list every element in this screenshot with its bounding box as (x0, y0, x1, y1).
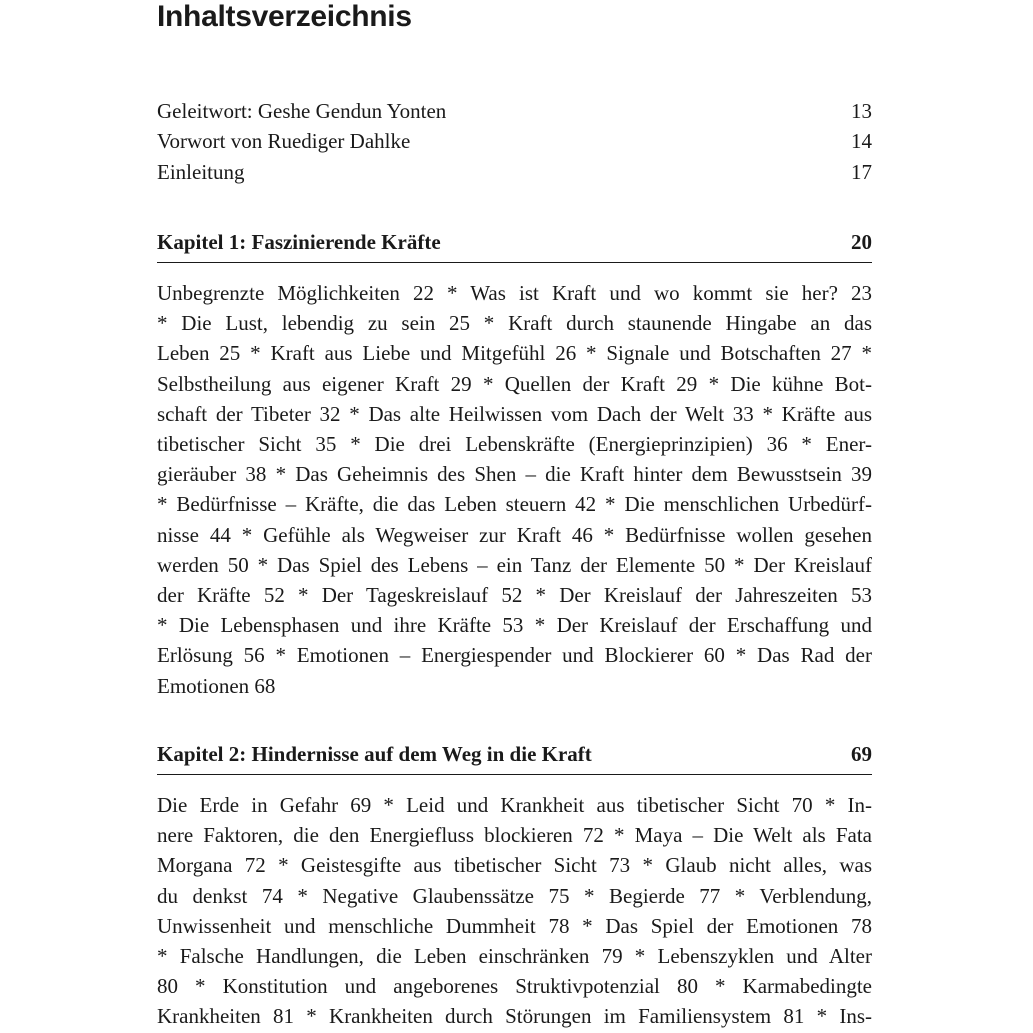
chapter-title: Kapitel 1: Faszinierende Kräfte (157, 230, 441, 254)
toc-entry-vorwort[interactable] (157, 126, 872, 156)
toc-entry-label: Vorwort von Ruediger Dahlke (157, 129, 411, 154)
entry-line: 80 * Konstitution und angeborenes Struktivpotenzial 80 * Karmabedingte (157, 974, 872, 999)
front-matter-list (157, 96, 872, 187)
entry-line: Leben 25 * Kraft aus Liebe und Mitgefühl 26 * Signale und Botschaften 27 * (157, 341, 872, 366)
entry-line: tibetischer Sicht 35 * Die drei Lebenskräfte (Energieprinzipien) 36 * Ener- (157, 432, 872, 457)
entry-line: Unbegrenzte Möglichkeiten 22 * Was ist Kraft und wo kommt sie her? 23 (157, 281, 872, 305)
entry-line: der Kräfte 52 * Der Tageskreislauf 52 * Der Kreislauf der Jahreszeiten 53 (157, 583, 872, 608)
entry-line: Morgana 72 * Geistesgifte aus tibetischer Sicht 73 * Glaub nicht alles, was (157, 853, 872, 878)
toc-entry-page: 13 (851, 99, 872, 123)
entry-line: Selbstheilung aus eigener Kraft 29 * Quellen der Kraft 29 * Die kühne Bot- (157, 371, 872, 396)
entry-line: Krankheiten 81 * Krankheiten durch Störungen im Familiensystem 81 * Ins- (157, 1004, 872, 1029)
toc-entry-page: 14 (851, 129, 872, 154)
entry-line: Emotionen 68 (157, 673, 276, 698)
entry-line: nere Faktoren, die den Energiefluss blockieren 72 * Maya – Die Welt als Fata (157, 823, 872, 848)
entry-line: * Die Lust, lebendig zu sein 25 * Kraft durch staunende Hingabe an das (157, 311, 872, 336)
entry-line: Unwissenheit und menschliche Dummheit 78 * Das Spiel der Emotionen 78 (157, 913, 872, 938)
chapter-2-entries (157, 790, 872, 1032)
entry-line: Die Erde in Gefahr 69 * Leid und Krankheit aus tibetischer Sicht 70 * In- (157, 793, 872, 817)
entry-line: werden 50 * Das Spiel des Lebens – ein Tanz der Elemente 50 * Der Kreislauf (157, 552, 872, 577)
entry-line: * Bedürfnisse – Kräfte, die das Leben steuern 42 * Die menschlichen Urbedürf- (157, 492, 872, 517)
entry-line: gieräuber 38 * Das Geheimnis des Shen – die Kraft hinter dem Bewusstsein 39 (157, 462, 872, 487)
toc-entry-label: Geleitwort: Geshe Gendun Yonten (157, 99, 447, 123)
toc-entry-label: Einleitung (157, 159, 245, 184)
page-title: Inhaltsverzeichnis (157, 0, 412, 33)
chapter-page: 20 (851, 230, 872, 254)
toc-entry-page: 17 (851, 159, 872, 184)
entry-line: schaft der Tibeter 32 * Das alte Heilwissen vom Dach der Welt 33 * Kräfte aus (157, 401, 872, 426)
toc-entry-geleitwort[interactable] (157, 96, 872, 126)
chapter-page: 69 (851, 742, 872, 766)
chapter-1-heading[interactable] (157, 229, 872, 263)
chapter-title: Kapitel 2: Hindernisse auf dem Weg in die Kraft (157, 742, 592, 766)
entry-line: * Falsche Handlungen, die Leben einschränken 79 * Lebenszyklen und Alter (157, 944, 872, 969)
toc-entry-einleitung[interactable] (157, 157, 872, 187)
entry-line: nisse 44 * Gefühle als Wegweiser zur Kraft 46 * Bedürfnisse wollen gesehen (157, 522, 872, 547)
entry-line: Erlösung 56 * Emotionen – Energiespender und Blockierer 60 * Das Rad der (157, 643, 872, 668)
entry-line: * Die Lebensphasen und ihre Kräfte 53 * Der Kreislauf der Erschaffung und (157, 613, 872, 638)
chapter-1-entries (157, 278, 872, 701)
chapter-2-heading[interactable] (157, 741, 872, 775)
entry-line: du denkst 74 * Negative Glaubenssätze 75 * Begierde 77 * Verblendung, (157, 883, 872, 908)
